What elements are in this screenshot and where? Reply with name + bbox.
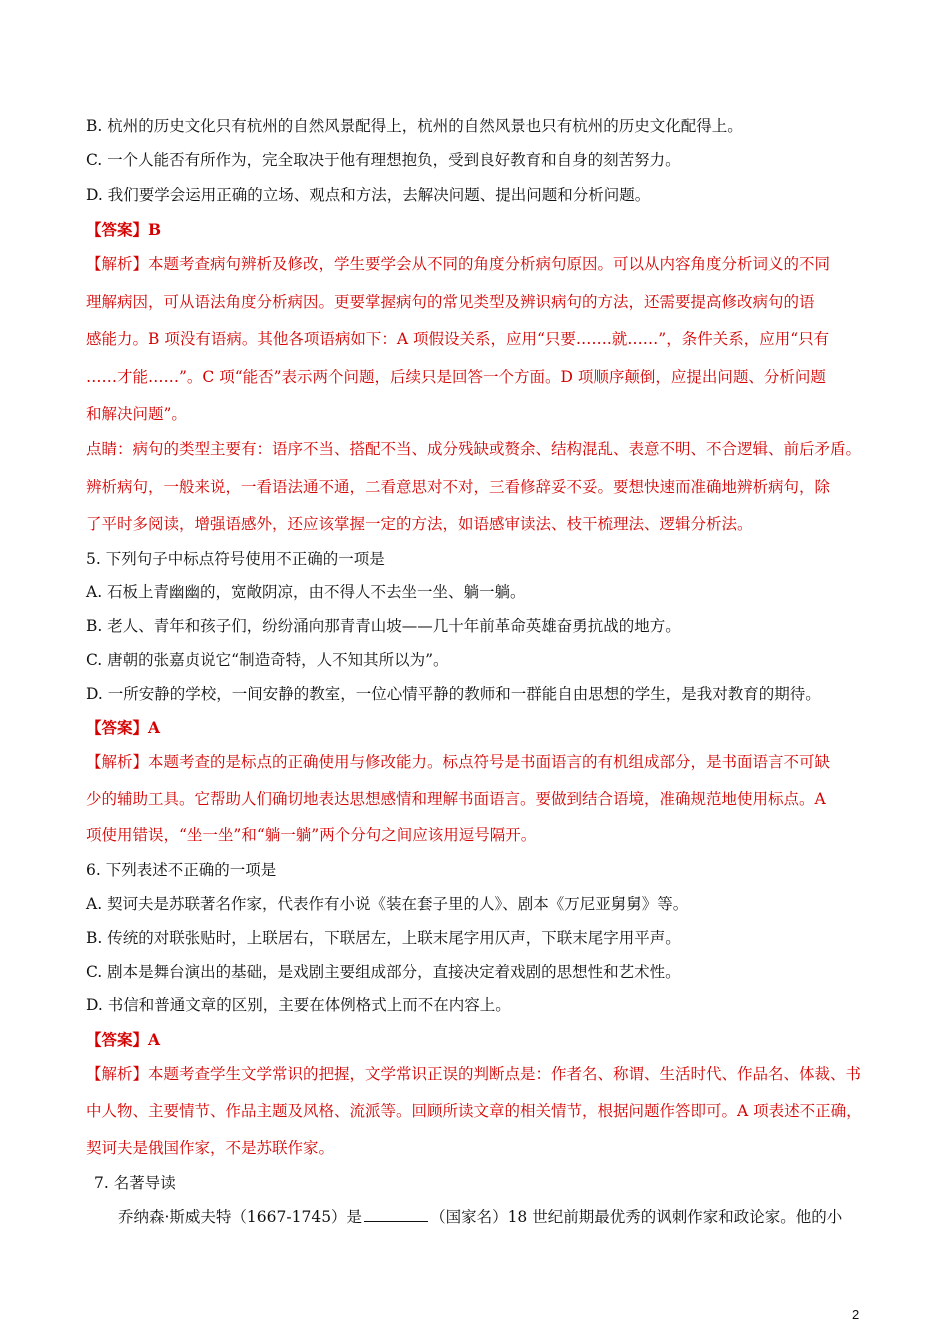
q6-option-d: D. 书信和普通文章的区别，主要在体例格式上而不在内容上。 bbox=[86, 996, 511, 1014]
q5-stem: 5. 下列句子中标点符号使用不正确的一项是 bbox=[86, 550, 385, 568]
q7-body bbox=[118, 1207, 842, 1227]
q4-answer: 【答案】B bbox=[86, 220, 162, 239]
q4-analysis-line: 理解病因，可从语法角度分析病因。更要掌握病句的常见类型及辨识病句的方法，还需要提高修改病句的语 bbox=[86, 293, 815, 311]
q5-answer: 【答案】A bbox=[86, 718, 161, 737]
q4-analysis-line: 感能力。B 项没有语病。其他各项语病如下：A 项假设关系，应用“只要…….就……”，条件关系，应用“只有 bbox=[86, 330, 830, 348]
q4-tips-line: 点睛：病句的类型主要有：语序不当、搭配不当、成分残缺或赘余、结构混乱、表意不明、不合逻辑、前后矛盾。 bbox=[86, 440, 862, 458]
q5-option-a: A. 石板上青幽幽的，宽敞阴凉，由不得人不去坐一坐、躺一躺。 bbox=[86, 583, 526, 601]
q6-analysis-line: 【解析】本题考查学生文学常识的把握，文学常识正误的判断点是：作者名、称谓、生活时代、作品名、体裁、书 bbox=[86, 1065, 862, 1083]
q4-analysis-line: 【解析】本题考查病句辨析及修改，学生要学会从不同的角度分析病句原因。可以从内容角度分析词义的不同 bbox=[86, 255, 831, 273]
q6-analysis-line: 契诃夫是俄国作家，不是苏联作家。 bbox=[86, 1139, 335, 1157]
q5-option-c: C. 唐朝的张嘉贞说它“制造奇特，人不知其所以为”。 bbox=[86, 651, 449, 669]
q6-option-c: C. 剧本是舞台演出的基础，是戏剧主要组成部分，直接决定着戏剧的思想性和艺术性。 bbox=[86, 963, 681, 981]
q4-analysis-line: ……才能……”。C 项“能否”表示两个问题，后续只是回答一个方面。D 项顺序颠倒，应提出问题、分析问题 bbox=[86, 368, 826, 386]
q5-analysis-line: 项使用错误，“坐一坐”和“躺一躺”两个分句之间应该用逗号隔开。 bbox=[86, 826, 537, 844]
page-number: 2 bbox=[852, 1307, 860, 1322]
q7-body-pre: 乔纳森·斯威夫特（1667-1745）是 bbox=[118, 1208, 363, 1226]
q4-option-b: B. 杭州的历史文化只有杭州的自然风景配得上，杭州的自然风景也只有杭州的历史文化配得上。 bbox=[86, 117, 743, 135]
q7-body-post: （国家名）18 世纪前期最优秀的讽刺作家和政论家。他的小 bbox=[430, 1208, 843, 1226]
q6-analysis-line: 中人物、主要情节、作品主题及风格、流派等。回顾所读文章的相关情节，根据问题作答即可。A 项表述不正确， bbox=[86, 1102, 862, 1120]
q4-tips-line: 了平时多阅读，增强语感外，还应该掌握一定的方法，如语感审读法、枝干梳理法、逻辑分析法。 bbox=[86, 515, 753, 533]
q5-analysis-line: 少的辅助工具。它帮助人们确切地表达思想感情和理解书面语言。要做到结合语境，准确规范地使用标点。A bbox=[86, 790, 826, 808]
q6-option-b: B. 传统的对联张贴时，上联居右，下联居左，上联末尾字用仄声，下联末尾字用平声。 bbox=[86, 929, 681, 947]
fill-blank[interactable] bbox=[364, 1207, 428, 1222]
q4-option-d: D. 我们要学会运用正确的立场、观点和方法，去解决问题、提出问题和分析问题。 bbox=[86, 186, 651, 204]
q4-option-c: C. 一个人能否有所作为，完全取决于他有理想抱负，受到良好教育和自身的刻苦努力。 bbox=[86, 151, 681, 169]
q7-stem: 7. 名著导读 bbox=[94, 1174, 176, 1192]
q5-analysis-line: 【解析】本题考查的是标点的正确使用与修改能力。标点符号是书面语言的有机组成部分，是书面语言不可缺 bbox=[86, 753, 831, 771]
q4-analysis-line: 和解决问题”。 bbox=[86, 405, 187, 423]
q5-option-b: B. 老人、青年和孩子们，纷纷涌向那青青山坡——几十年前革命英雄奋勇抗战的地方。 bbox=[86, 617, 681, 635]
q5-option-d: D. 一所安静的学校，一间安静的教室，一位心情平静的教师和一群能自由思想的学生，是我对教育的期待。 bbox=[86, 685, 821, 703]
q4-tips-line: 辨析病句，一般来说，一看语法通不通，二看意思对不对，三看修辞妥不妥。要想快速而准确地辨析病句，除 bbox=[86, 478, 831, 496]
q6-answer: 【答案】A bbox=[86, 1030, 161, 1049]
q6-stem: 6. 下列表述不正确的一项是 bbox=[86, 861, 277, 879]
q6-option-a: A. 契诃夫是苏联著名作家，代表作有小说《装在套子里的人》、剧本《万尼亚舅舅》等。 bbox=[86, 895, 689, 913]
